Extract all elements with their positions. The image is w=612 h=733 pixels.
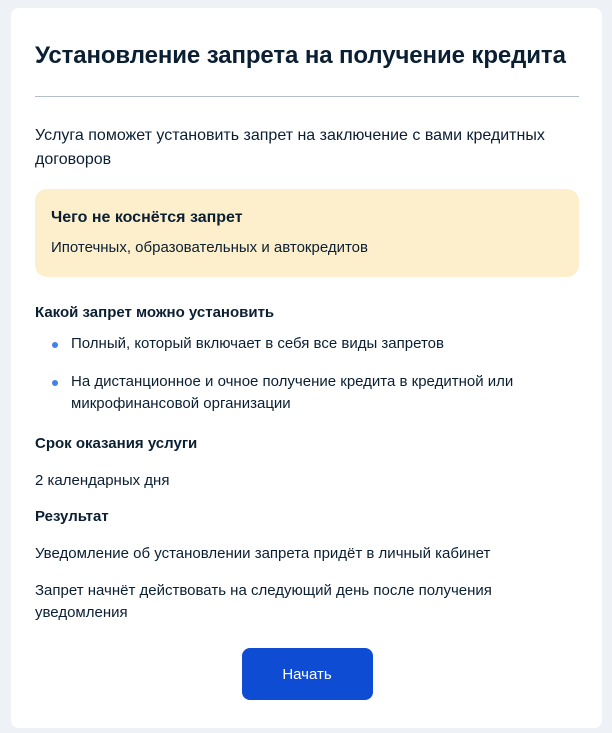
service-card [11,8,602,728]
ban-types-heading: Какой запрет можно установить [35,304,275,321]
start-button[interactable]: Начать [242,648,373,700]
result-line: Уведомление об установлении запрета придёт в личный кабинет [35,545,491,562]
exclusions-note [35,189,579,277]
title-divider [35,96,579,97]
list-item-text: На дистанционное и очное получение кредита в кредитной или микрофинансовой организации [71,373,514,412]
action-bar [35,648,579,700]
term-heading: Срок оказания услуги [35,435,198,452]
service-description: Услуга поможет установить запрет на заключение с вами кредитных договоров [35,127,545,168]
list-item-text: Полный, который включает в себя все виды запретов [71,335,444,352]
note-text: Ипотечных, образовательных и автокредитов [51,239,368,256]
bullet-icon [52,380,58,386]
note-title: Чего не коснётся запрет [51,209,243,226]
ban-types-list [35,333,579,415]
result-line: Запрет начнёт действовать на следующий день после получения уведомления [35,582,492,621]
list-item [35,371,531,415]
term-value: 2 календарных дня [35,472,170,489]
bullet-icon [52,342,58,348]
list-item [35,333,531,355]
page-title: Установление запрета на получение кредита [35,42,566,69]
result-heading: Результат [35,508,109,525]
